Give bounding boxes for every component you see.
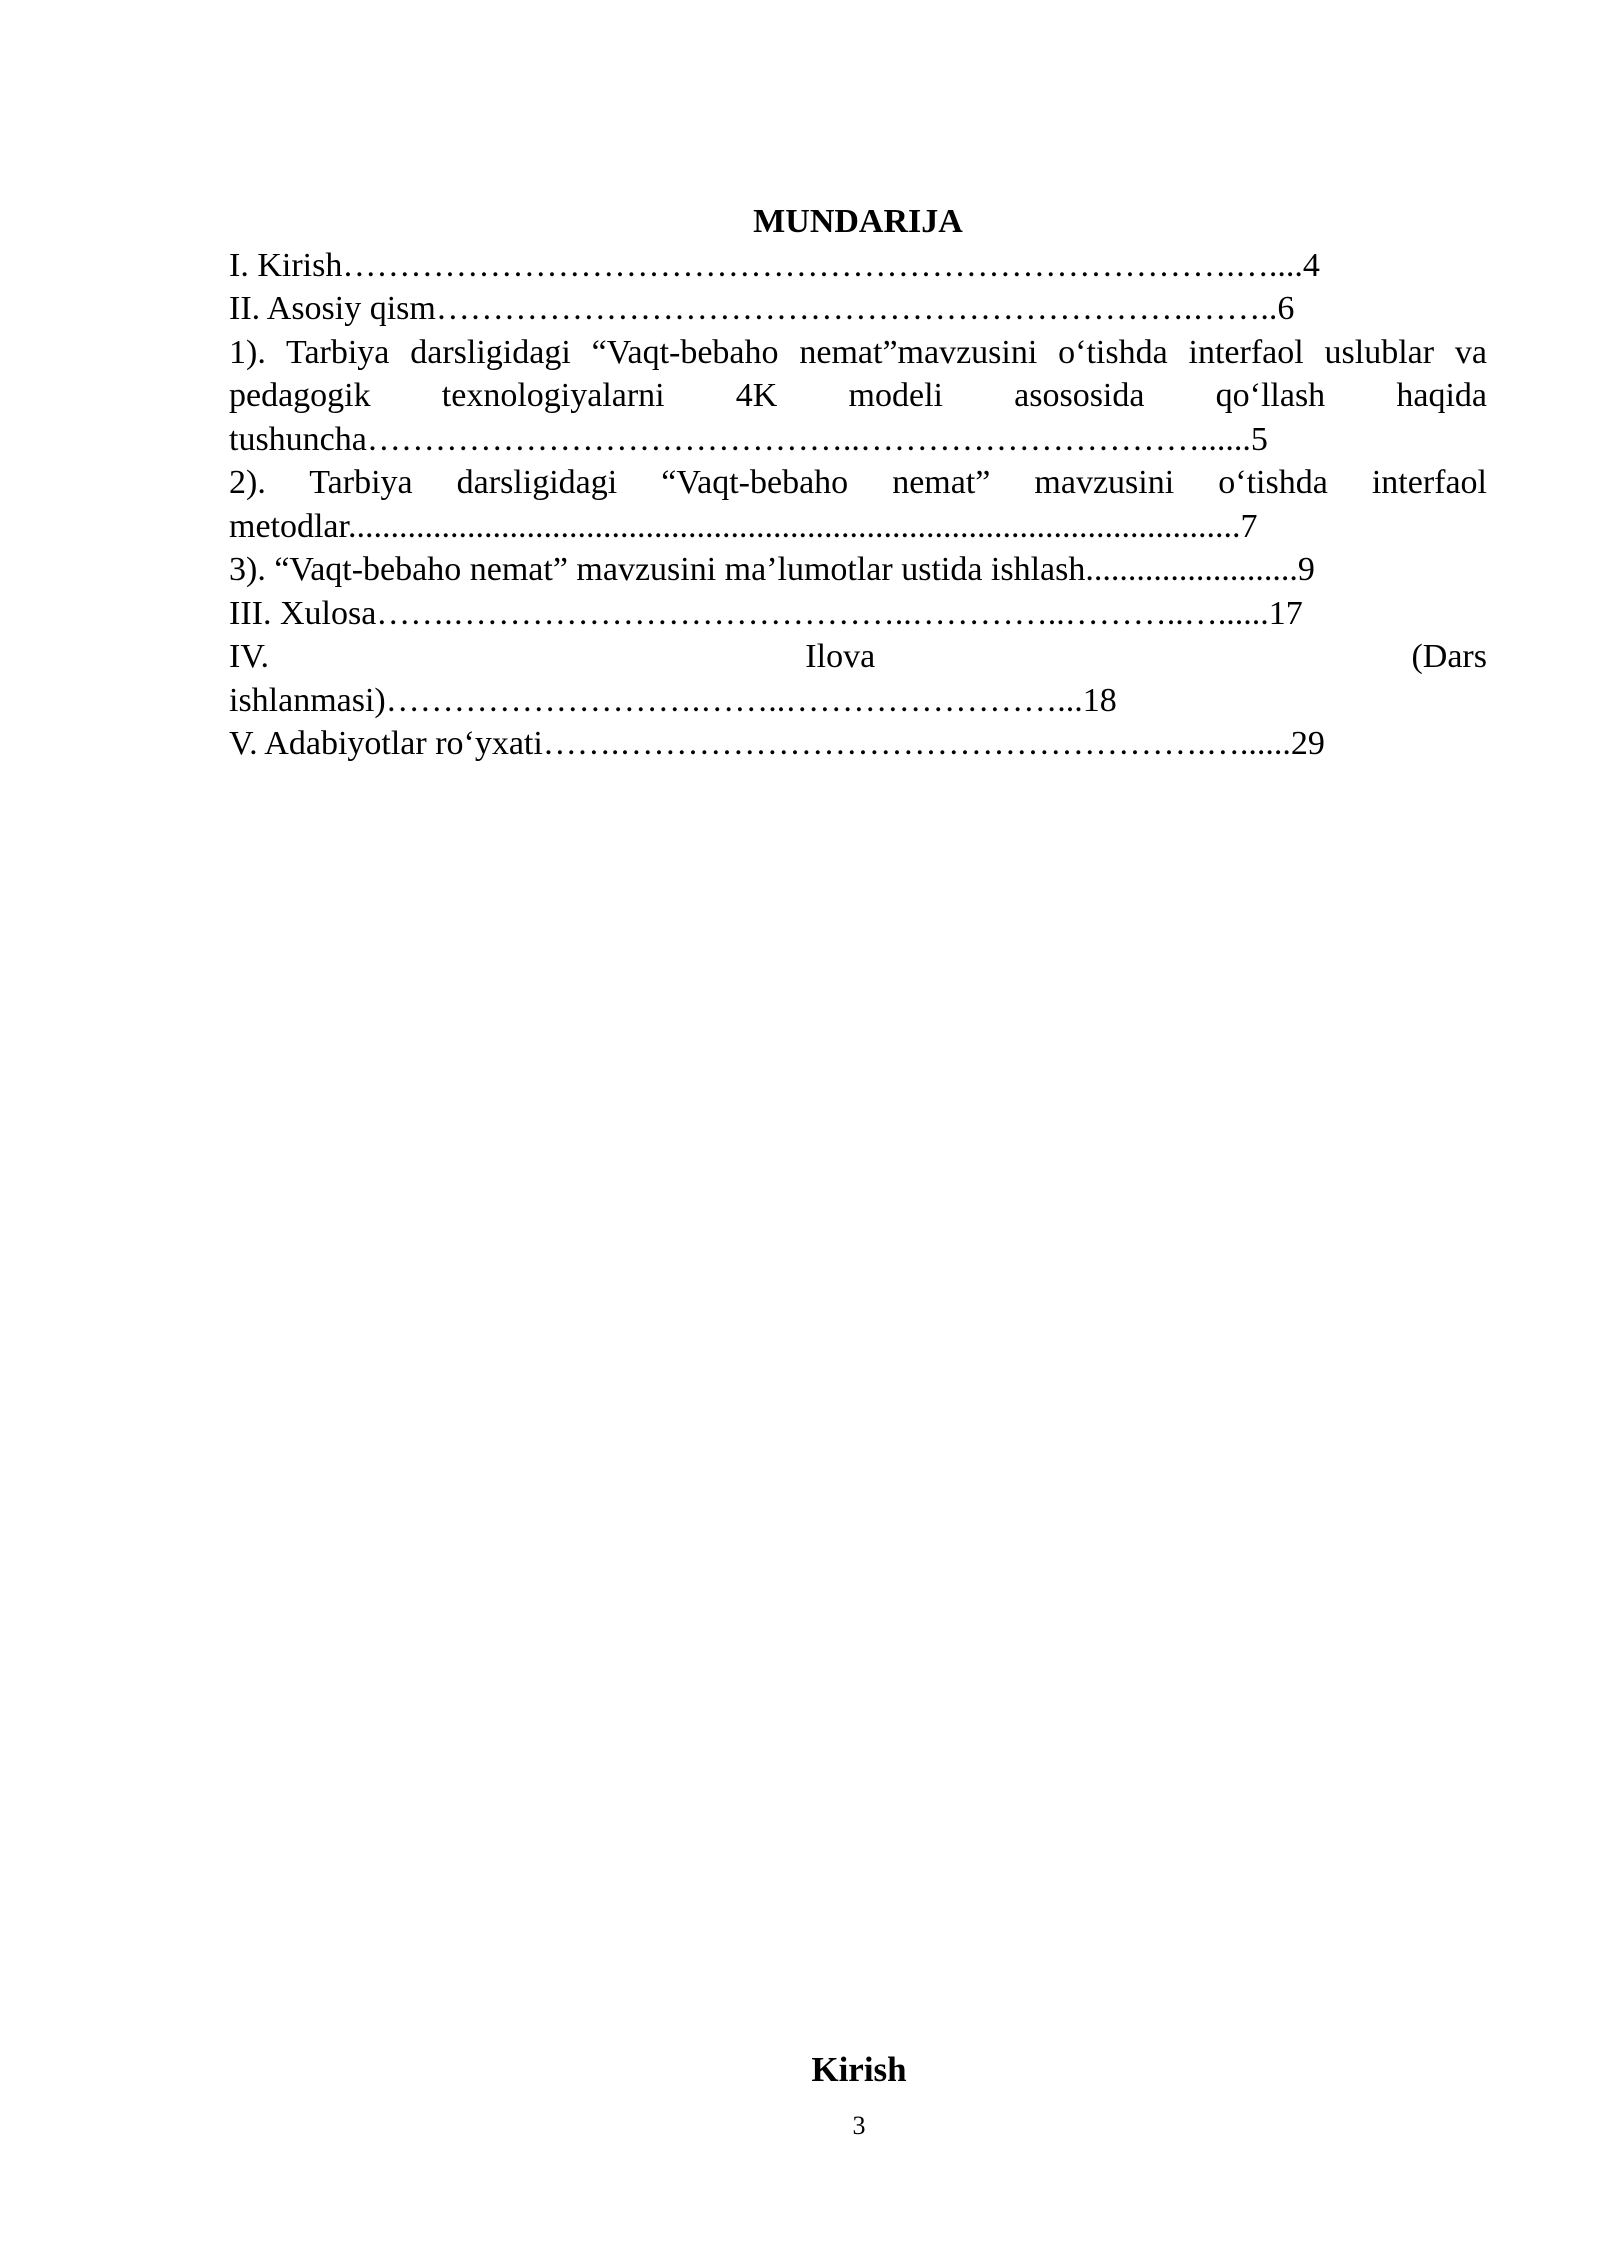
toc-item-kirish: I. Kirish…………………………………………………………………….…....4	[229, 246, 1320, 284]
toc-item-ilova-continuation: ishlanmasi)……………………….……..……………………...18	[229, 681, 1117, 719]
toc-item-subsection-1: 1). Tarbiya darsligidagi “Vaqt-bebaho nemat”mavzusini o‘tishda interfaol uslublar va pedagogik texnologiyalarni 4K modeli asososida qo‘llash haqida tushuncha……………………………………..…………………………......5	[229, 333, 1487, 458]
page-number: 3	[852, 2111, 866, 2140]
toc-item-ilova-numeral: IV.	[229, 638, 269, 675]
toc-item-asosiy-qism: II. Asosiy qism………………………………………………………….……..6	[229, 290, 1295, 327]
toc-item-xulosa: III. Xulosa…….…………………………………..…………..………..…......17	[229, 594, 1303, 632]
toc-item-ilova	[229, 635, 1487, 679]
table-of-contents	[229, 200, 1487, 766]
toc-item-ilova-title: Ilova	[805, 638, 876, 675]
toc-item-subsection-3: 3). “Vaqt-bebaho nemat” mavzusini ma’lumotlar ustida ishlash.........................9	[229, 551, 1315, 588]
toc-item-subsection-2: 2). Tarbiya darsligidagi “Vaqt-bebaho nemat” mavzusini o‘tishda interfaol metodlar.........................................................................................................7	[229, 464, 1487, 545]
toc-item-adabiyotlar: V. Adabiyotlar ro‘yxati…….…………………………………………….…......29	[229, 725, 1325, 762]
toc-title: MUNDARIJA	[753, 203, 963, 240]
section-heading: Kirish	[811, 2050, 907, 2089]
toc-item-ilova-paren: (Dars	[1411, 638, 1487, 675]
